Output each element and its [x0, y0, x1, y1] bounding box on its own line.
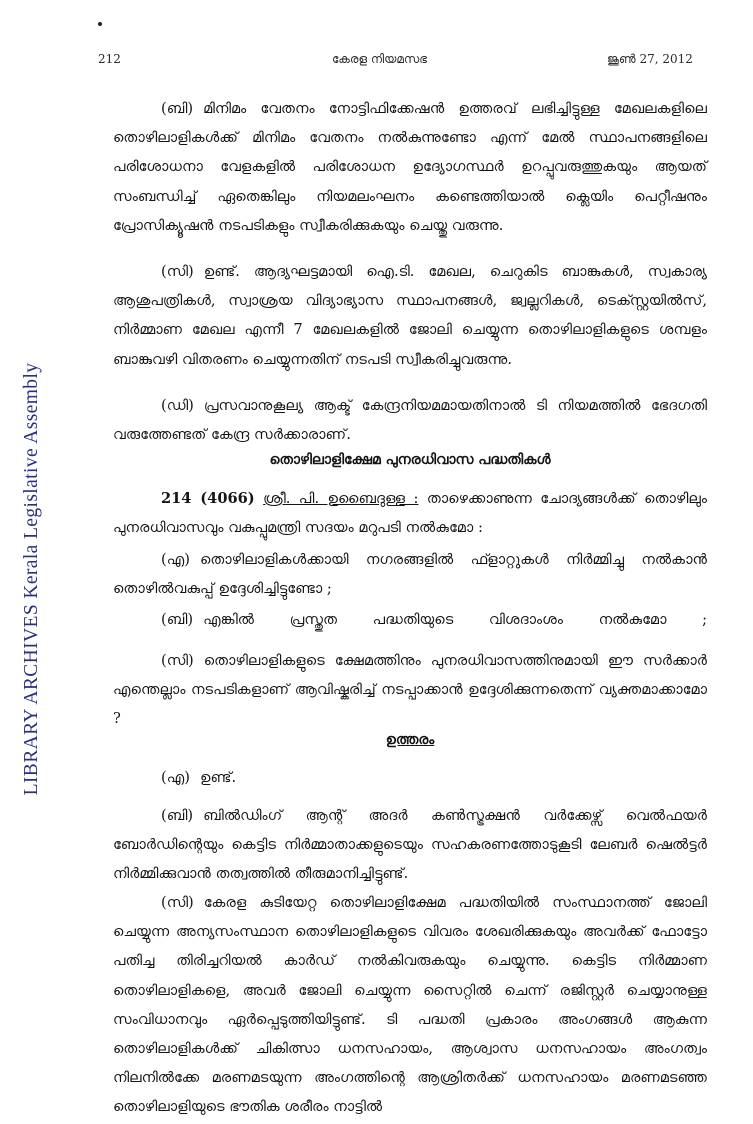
answer-a	[113, 763, 707, 792]
section-title: തൊഴിലാളിക്ഷേമ പുനരധിവാസ പദ്ധതികൾ	[269, 452, 551, 468]
paragraph-text: ബിൽഡിംഗ് ആന്റ് അദർ കൺസ്ട്രക്ഷൻ വർക്കേഴ്സ് വെൽഫയർ ബോർഡിന്റെയും കെട്ടിട നിർമ്മാതാക്കളുടെയും സഹകരണത്തോടുകൂടി ലേബർ ഷെൽട്ടർ നിർമ്മിക്കുവാൻ തത്വത്തിൽ തീരുമാനിച്ചിട്ടുണ്ട്.	[113, 807, 707, 883]
paragraph-d-prior	[113, 391, 707, 449]
paragraph-b-prior	[113, 94, 707, 240]
paragraph-text: കേരള കുടിയേറ്റ തൊഴിലാളിക്ഷേമ പദ്ധതിയിൽ സംസ്ഥാനത്ത് ജോലി ചെയ്യുന്ന അന്യസംസ്ഥാന തൊഴിലാളികളുടെ വിവരം ശേഖരിക്കുകയും അവർക്ക് ഫോട്ടോ പതിച്ച തിരിച്ചറിയൽ കാർഡ് നൽകിവരുകയും ചെയ്യുന്നു. കെട്ടിട നിർമ്മാണ തൊഴിലാളികളെ, അവർ ജോലി ചെയ്യുന്ന സൈറ്റിൽ ചെന്ന് രജിസ്റ്റർ ചെയ്യാനുള്ള സംവിധാനവും ഏർപ്പെടുത്തിയിട്ടുണ്ട്. ടി പദ്ധതി പ്രകാരം അംഗങ്ങൾ ആകുന്ന തൊഴിലാളികൾക്ക് ചികിത്സാ ധനസഹായം, ആശ്വാസ ധനസഹായം അംഗത്വം നിലനിൽക്കേ മരണമടയുന്ന അംഗത്തിന്റെ ആശ്രിതർക്ക് ധനസഹായം മരണമടഞ്ഞ തൊഴിലാളിയുടെ ഭൗതിക ശരീരം നാട്ടിൽ	[113, 894, 707, 1116]
question-text: താഴെക്കാണുന്ന ചോദ്യങ്ങൾക്ക് തൊഴിലും പുനരധിവാസവും വകുപ്പുമന്ത്രി സദയം മറുപടി നൽകുമോ :	[113, 490, 708, 537]
paragraph-text: മിനിമം വേതനം നോട്ടിഫിക്കേഷൻ ഉത്തരവ് ലഭിച്ചിട്ടുള്ള മേഖലകളിലെ തൊഴിലാളികൾക്ക് മിനിമം വേതനം നൽകുന്നുണ്ടോ എന്ന് മേൽ സ്ഥാപനങ്ങളിലെ പരിശോധനാ വേളകളിൽ പരിശോധന ഉദ്യോഗസ്ഥർ ഉറപ്പുവരുത്തുകയും ആയത് സംബന്ധിച്ച് ഏതെങ്കിലും നിയമലംഘനം കണ്ടെത്തിയാൽ ക്ലെയിം പെറ്റീഷനും പ്രോസിക്യൂഷൻ നടപടികളും സ്വീകരിക്കുകയും ചെയ്തു വരുന്നു.	[113, 100, 707, 234]
paragraph-label: (ഡി)	[161, 397, 194, 414]
speck-mark	[98, 22, 102, 26]
answer-heading: ഉത്തരം	[385, 732, 435, 748]
paragraph-label: (സി)	[161, 263, 194, 280]
paragraph-text: എങ്കിൽ പ്രസ്തുത പദ്ധതിയുടെ വിശദാംശം നൽകുമോ ;	[203, 611, 707, 628]
paragraph-text: ഉണ്ട്. ആദ്യഘട്ടമായി ഐ.ടി. മേഖല, ചെറുകിട ബാങ്കുകൾ, സ്വകാര്യ ആശുപത്രികൾ, സ്വാശ്രയ വിദ്യാഭ്യാസ സ്ഥാപനങ്ങൾ, ജ്വല്ലറികൾ, ടെക്സ്റ്റയിൽസ്, നിർമ്മാണ മേഖല എന്നീ 7 മേഖലകളിൽ ജോലി ചെയ്യുന്ന തൊഴിലാളികളുടെ ശമ്പളം ബാങ്കുവഴി വിതരണം ചെയ്യുന്നതിന് നടപടി സ്വീകരിച്ചുവരുന്നു.	[113, 263, 707, 368]
paragraph-label: (സി)	[161, 652, 194, 669]
paragraph-text: ഉണ്ട്.	[199, 769, 237, 786]
page-header-date: ജൂൺ 27, 2012	[607, 52, 693, 66]
paragraph-label: (ബി)	[161, 807, 194, 824]
paragraph-label: (ബി)	[161, 611, 194, 628]
question-number: 214 (4066)	[161, 490, 255, 507]
paragraph-c-prior	[113, 257, 707, 374]
archive-side-label: LIBRARY ARCHIVES Kerala Legislative Assembly	[21, 362, 42, 796]
question-b	[113, 605, 707, 634]
answer-b	[113, 801, 707, 889]
paragraph-label: (സി)	[161, 894, 194, 911]
question-a	[113, 545, 707, 603]
page-number: 212	[98, 52, 121, 66]
answer-c	[113, 888, 707, 1122]
paragraph-text: തൊഴിലാളികൾക്കായി നഗരങ്ങളിൽ ഫ്ളാറ്റുകൾ നിർമ്മിച്ചു നൽകാൻ തൊഴിൽവകുപ്പ് ഉദ്ദേശിച്ചിട്ടുണ്ടോ ;	[113, 551, 707, 598]
paragraph-label: (എ)	[161, 551, 190, 568]
paragraph-label: (എ)	[161, 769, 190, 786]
paragraph-text: പ്രസവാനുകൂല്യ ആക്ട് കേന്ദ്രനിയമമായതിനാൽ ടി നിയമത്തിൽ ഭേദഗതി വരുത്തേണ്ടത് കേന്ദ്ര സർക്കാരാണ്.	[113, 397, 707, 444]
member-name: ശ്രീ. പി. ഉബൈദുള്ള :	[263, 490, 419, 507]
question-c	[113, 646, 707, 734]
page-header-title: കേരള നിയമസഭ	[332, 52, 428, 66]
paragraph-text: തൊഴിലാളികളുടെ ക്ഷേമത്തിനും പുനരധിവാസത്തിനുമായി ഈ സർക്കാർ എന്തെല്ലാം നടപടികളാണ് ആവിഷ്കരിച്ച് നടപ്പാക്കാൻ ഉദ്ദേശിക്കുന്നതെന്ന് വ്യക്തമാക്കാമോ ?	[113, 652, 707, 728]
paragraph-label: (ബി)	[161, 100, 194, 117]
question-intro	[113, 484, 707, 542]
